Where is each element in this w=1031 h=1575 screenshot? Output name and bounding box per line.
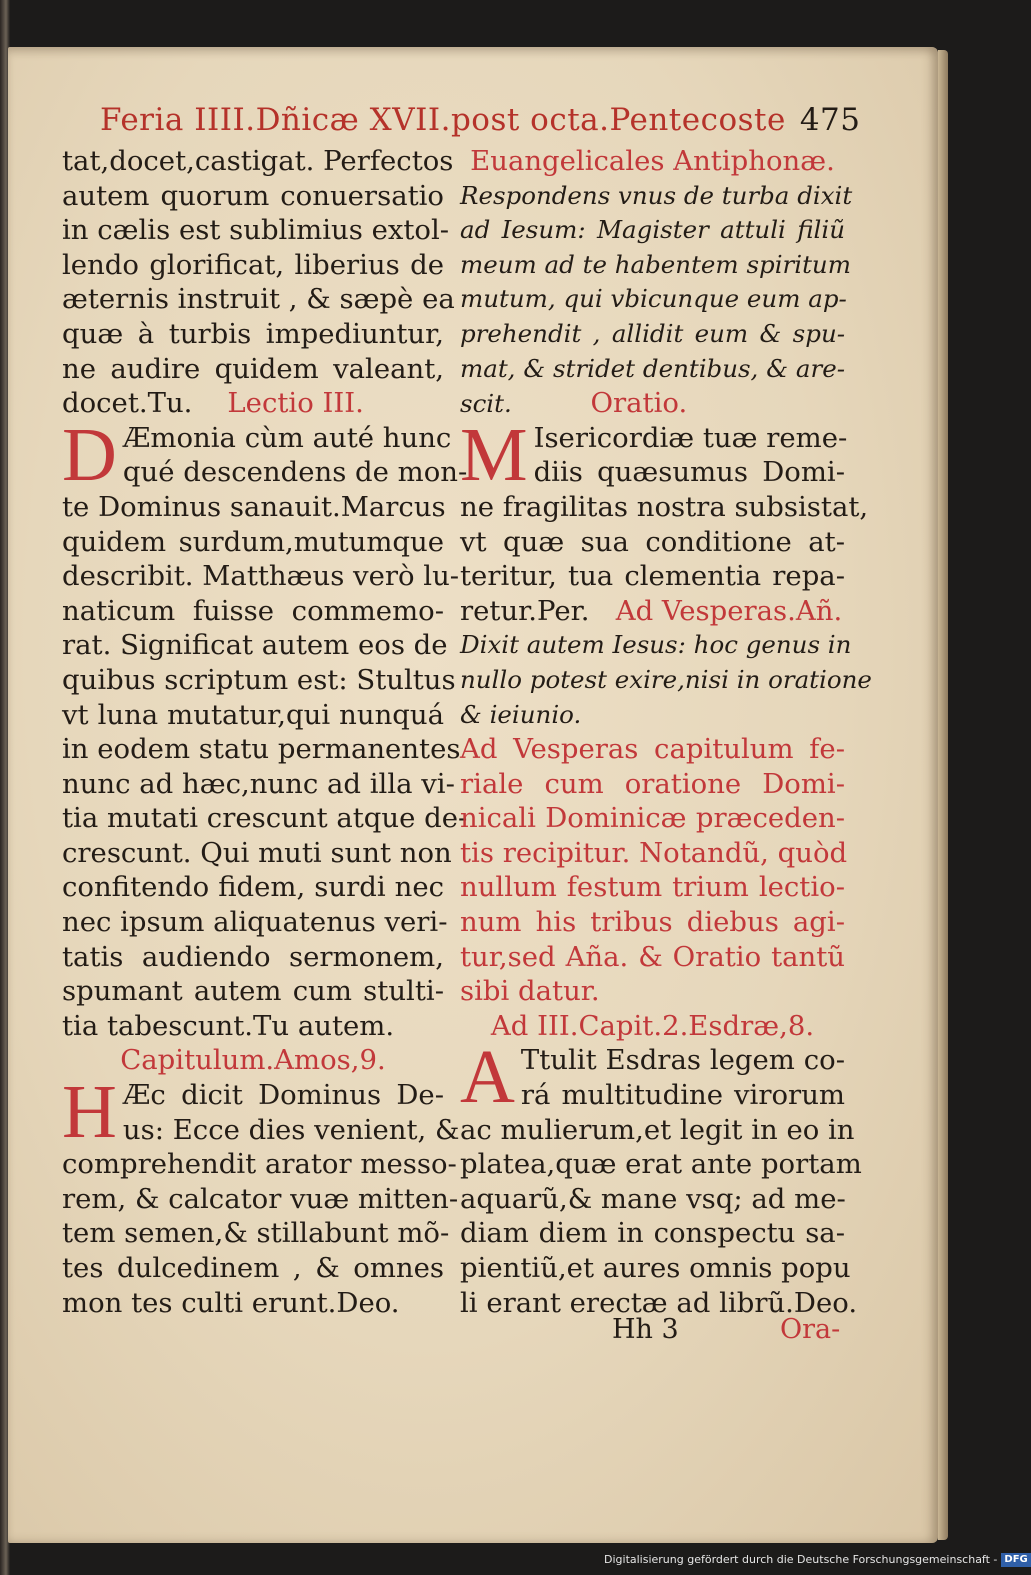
text-line: comprehendit arator messo- [62, 1148, 457, 1181]
text-line: in eodem statu permanentes [62, 733, 461, 766]
text-line: rem, & calcator vuæ mitten- [62, 1182, 459, 1215]
text-line: diis quæsumus Domi- [533, 456, 845, 489]
text-line: confitendo fidem, surdi nec [62, 871, 444, 904]
text-line: quibus scriptum est: Stultus [62, 663, 456, 696]
vesperas-antiphon-line: nullo potest exire,nisi in oratione [460, 664, 872, 694]
text-line: lendo glorificat, liberius de [62, 248, 444, 281]
text-line: vt quæ sua conditione at- [460, 525, 845, 558]
lectio-line [62, 386, 444, 421]
docet-text: docet.Tu. [62, 387, 193, 420]
text-line: quidem surdum,mutumque [62, 525, 444, 558]
drop-cap-m: M [460, 412, 528, 497]
running-head-title: Feria IIII.Dñicæ XVII.post octa.Pentecoste [100, 102, 786, 138]
catchword: Ora- [780, 1314, 841, 1345]
text-line: spumant autem cum stulti- [62, 975, 444, 1008]
text-line: ac mulierum,et legit in eo in [460, 1113, 855, 1146]
capitulum-heading: Capitulum.Amos,9. [120, 1044, 386, 1077]
text-line: li erant erectæ ad librũ.Deo. [460, 1286, 858, 1319]
text-line: us: Ecce dies venient, & [122, 1113, 460, 1146]
text-line: mon tes culti erunt.Deo. [62, 1286, 400, 1319]
lectio-heading: Lectio III. [227, 387, 364, 420]
oratio-label: Oratio. [590, 387, 688, 420]
text-line: teritur, tua clementia repa- [460, 560, 845, 593]
text-line: crescunt. Qui muti sunt non [62, 836, 452, 869]
antiphonae-heading: Euangelicales Antiphonæ. [470, 145, 835, 177]
credit-text: Digitalisierung gefördert durch die Deutsche Forschungsgemeinschaft - [604, 1553, 998, 1566]
dfg-logo: DFG [1001, 1553, 1030, 1567]
scit-text: scit. [460, 389, 512, 419]
drop-cap-d: D [62, 412, 117, 497]
text-line: naticum fuisse commemo- [62, 594, 444, 627]
rubric-line: Ad Vesperas capitulum fe- [460, 733, 845, 766]
text-line: quæ à turbis impediuntur, [62, 317, 444, 350]
drop-cap-h: H [62, 1070, 117, 1155]
text-line: Æc dicit Dominus De- [122, 1079, 444, 1112]
text-line: in cælis est sublimius extol- [62, 214, 450, 247]
vesperas-antiphon-line: & ieiunio. [460, 699, 582, 729]
lectio-paragraph [62, 412, 468, 1044]
rubric-line: tur,sed Aña. & Oratio tantũ [460, 940, 845, 973]
text-line: te Dominus sanauit.Marcus [62, 490, 446, 523]
text-line: qué descendens de mon- [122, 456, 468, 489]
antiphon-line: ad Iesum: Magister attuli filiũ [460, 215, 845, 245]
text-line: æternis instruit , & sæpè ea [62, 283, 455, 316]
text-line: Ttulit Esdras legem co- [520, 1044, 845, 1077]
page-number: 475 [799, 102, 861, 138]
ad-vesperas-label: Ad Vesperas.Añ. [615, 594, 843, 627]
text-line: tat,docet,castigat. Perfectos [62, 145, 454, 177]
left-column [62, 144, 468, 1320]
right-column [460, 144, 872, 1320]
signature-mark: Hh 3 [612, 1314, 679, 1345]
rubric-line: num his tribus diebus agi- [460, 906, 845, 939]
text-line: aquarũ,& mane vsq; ad me- [460, 1182, 846, 1215]
esdras-paragraph [460, 1035, 862, 1320]
text-line: describit. Matthæus verò lu- [62, 560, 460, 593]
catchline [612, 1314, 852, 1350]
rubric-line: sibi datur. [460, 975, 600, 1008]
text-line: Æmonia cùm auté hunc [122, 421, 452, 454]
text-line: nunc ad hæc,nunc ad illa vi- [62, 767, 455, 800]
rubric-line: nullum festum trium lectio- [460, 871, 845, 904]
text-line: tatis audiendo sermonem, [62, 940, 444, 973]
text-line: nec ipsum aliquatenus veri- [62, 906, 448, 939]
text-line: vt luna mutatur,qui nunquá [62, 698, 444, 731]
rubric-line: tis recipitur. Notandũ, quòd [460, 836, 848, 869]
text-line: autem quorum conuersatio [62, 179, 444, 212]
digitization-credit [604, 1550, 1028, 1570]
antiphon-line: Respondens vnus de turba dixit [460, 180, 853, 210]
antiphon-line: prehendit , allidit eum & spu- [460, 318, 845, 348]
text-line: tes dulcedinem , & omnes [62, 1252, 444, 1284]
text-line: tia tabescunt.Tu autem. [62, 1009, 395, 1042]
text-line: diam diem in conspectu sa- [460, 1217, 845, 1250]
oratio-line [460, 386, 845, 421]
text-line: tem semen,& stillabunt mõ- [62, 1217, 450, 1250]
retur-text: retur.Per. [460, 594, 590, 627]
vesperas-antiphon-line: Dixit autem Iesus: hoc genus in [460, 630, 852, 660]
text-line: platea,quæ erat ante portam [460, 1148, 862, 1181]
ad-iii-heading: Ad III.Capit.2.Esdræ,8. [490, 1009, 815, 1042]
oratio-paragraph [460, 412, 869, 594]
text-line: ne audire quidem valeant, [62, 352, 444, 385]
text-line: rat. Significat autem eos de [62, 629, 448, 662]
capitulum-paragraph [62, 1070, 460, 1320]
text-line: tia mutati crescunt atque de- [62, 802, 468, 835]
per-line [460, 594, 845, 629]
text-line: Isericordiæ tuæ reme- [533, 421, 848, 454]
text-line: ne fragilitas nostra subsistat, [460, 490, 869, 523]
rubric-line: riale cum oratione Domi- [460, 767, 845, 800]
rubric-line: nicali Dominicæ præceden- [460, 802, 845, 835]
drop-cap-a: A [460, 1035, 515, 1120]
text-line: rá multitudine virorum [520, 1079, 845, 1112]
text-line: pientiũ,et aures omnis popu [460, 1252, 851, 1284]
antiphon-line: mutum, qui vbicunque eum ap- [460, 284, 847, 314]
antiphon-line: meum ad te habentem spiritum [460, 249, 851, 279]
antiphon-line: mat, & stridet dentibus, & are- [460, 353, 845, 383]
page-edge [938, 50, 948, 1540]
running-head [100, 98, 861, 142]
